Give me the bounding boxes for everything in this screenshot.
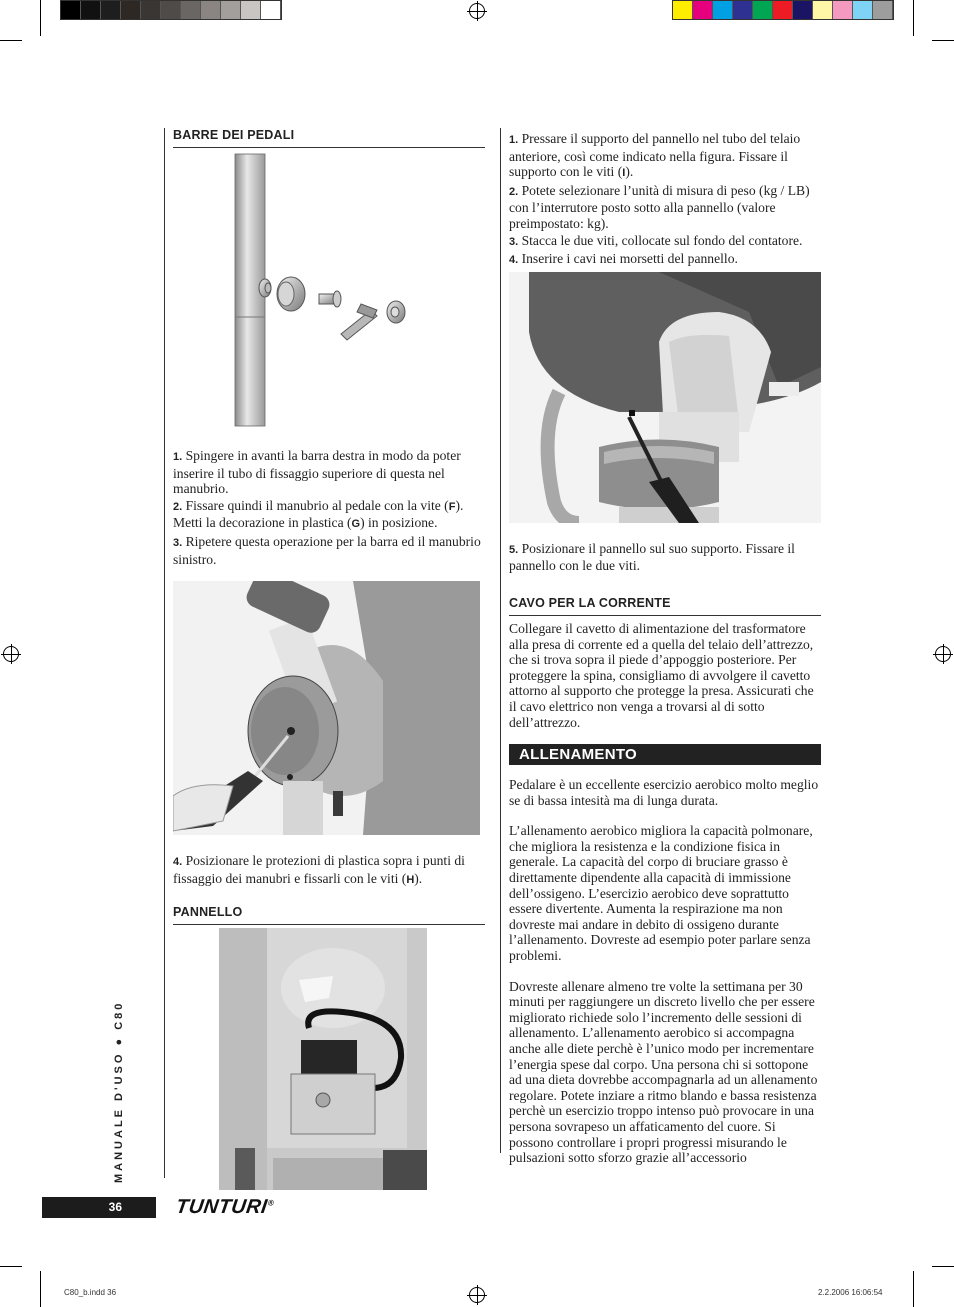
registration-mark-right (935, 646, 951, 662)
page-number: 36 (42, 1197, 156, 1218)
step-3: 3. Ripetere questa operazione per la barra ed il manubrio sinistro. (173, 533, 481, 567)
registration-mark-bottom (469, 1287, 485, 1303)
color-swatch (161, 1, 181, 19)
crop-mark (0, 40, 22, 41)
step-1: 1. Spingere in avanti la barra destra in modo da poter inserire il tubo di fissaggio superiore di questa nel manubrio. (173, 448, 461, 497)
pedal-bar-illustration (173, 152, 485, 434)
color-swatch (713, 1, 733, 19)
training-paragraph-1: Pedalare è un eccellente esercizio aerobico molto meglio se di bassa intesità ma di lunga durata. (509, 777, 819, 808)
color-swatch (733, 1, 753, 19)
color-swatch (833, 1, 853, 19)
training-paragraph-3: Dovreste allenare almeno tre volte la settimana per 30 minuti per raggiungere un discreto livello che per essere migliorato richiede solo l’incremento delle sessioni di allenamento. L’allenamento aerobico si accompagna anche alle diete perchè è l’unico modo per incrementare l’energia spese dal corpo. Una persona chi si sottopone ad una dieta dovrebbe accompagnarla ad un allenamento regolare. Potete inziare a ritmo blando e bassa resistenza perchè un esercizio troppo intenso può provocare in una persona sovrapeso un affaticamento del cuore. Si possono controllare i propri progressi misurando le pulsazioni sotto sforzo grazie all’accessorio (509, 978, 818, 1166)
pedal-bar-parts-drawing (173, 152, 485, 434)
color-swatch (181, 1, 201, 19)
handlebar-cover-photo (173, 581, 480, 835)
panel-step-2: 2. Potete selezionare l’unità di misura di peso (kg / LB) con l’interrutore posto sotto alla pannello (valore preimpostato: kg). (509, 182, 810, 231)
color-swatch (261, 1, 281, 19)
crop-mark (40, 1271, 41, 1307)
slug-file-name: C80_b.indd 36 (64, 1288, 117, 1297)
process-color-bar (672, 0, 894, 20)
training-paragraph-2: L’allenamento aerobico migliora la capacità polmonare, che migliora la resistenza e la condizione fisica in generale. La capacità del corpo di bruciare grasso è direttamente dipendente alla capacità di immissione dell’ossigeno. L’esercizio aerobico deve soprattutto essere divertente. Aumenta la respirazione ma non dovreste mai andare in debito di ossigeno durante l’allenamento. Dovreste ad esempio poter parlare senza problemi. (509, 823, 813, 964)
power-cable-text: Collegare il cavetto di alimentazione del trasformatore alla presa di corrente ed a quella del telaio dell’attrezzo, che si trova sopra il piede d’appoggio posteriore. Per proteggere la spina, consigliamo di avvolgere il cavetto attorno al supporto che protegge la presa. Assicurati che il cavo elettrico non venga a trovarsi al di sotto dell’attrezzo. (509, 620, 814, 730)
panel-step-3: 3. Stacca le due viti, collocate sul fondo del contatore. (509, 232, 803, 248)
registration-mark-left (3, 646, 19, 662)
crop-mark (40, 0, 41, 36)
color-swatch (221, 1, 241, 19)
color-swatch (693, 1, 713, 19)
section-heading-panel: PANNELLO (173, 905, 485, 925)
panel-mount-photo (173, 928, 445, 1190)
crop-mark (932, 1266, 954, 1267)
section-heading-power-cable: CAVO PER LA CORRENTE (509, 596, 821, 616)
step-4: 4. Posizionare le protezioni di plastica sopra i punti di fissaggio dei manubri e fissarli con le viti (H). (173, 853, 465, 886)
console-photo (509, 272, 821, 523)
grayscale-color-bar (60, 0, 282, 20)
color-swatch (793, 1, 813, 19)
step-2: 2. Fissare quindi il manubrio al pedale con la vite (F). Metti la decorazione in plastica (G) in posizione. (173, 497, 464, 531)
color-swatch (141, 1, 161, 19)
color-swatch (853, 1, 873, 19)
color-swatch (753, 1, 773, 19)
registration-mark-top (469, 3, 485, 19)
color-swatch (101, 1, 121, 19)
color-swatch (61, 1, 81, 19)
pedal-bar-steps (173, 448, 485, 567)
color-swatch (81, 1, 101, 19)
crop-mark (932, 40, 954, 41)
crop-mark (913, 0, 914, 36)
color-swatch (121, 1, 141, 19)
panel-step-4: 4. Inserire i cavi nei morsetti del pannello. (509, 251, 738, 267)
column-rule-left (164, 128, 165, 1178)
color-swatch (773, 1, 793, 19)
color-swatch (813, 1, 833, 19)
color-swatch (873, 1, 893, 19)
color-swatch (673, 1, 693, 19)
crop-mark (913, 1271, 914, 1307)
manual-side-label: MANUALE D'USO ● C80 (113, 1000, 125, 1183)
panel-step-1: 1. Pressare il supporto del pannello nel tubo del telaio anteriore, così come indicato nella figura. Fissare il supporto con le viti (I). (509, 131, 801, 180)
handlebar-cover-drawing (173, 581, 480, 835)
section-heading-pedal-bars: BARRE DEI PEDALI (173, 128, 485, 148)
left-column (173, 128, 485, 1190)
panel-step-5: 5. Posizionare il pannello sul suo supporto. Fissare il pannello con le due viti. (509, 540, 795, 574)
panel-steps (509, 131, 821, 269)
slug-date: 2.2.2006 16:06:54 (818, 1288, 883, 1297)
crop-mark (0, 1266, 22, 1267)
column-rule-middle (500, 128, 501, 1153)
color-swatch (241, 1, 261, 19)
color-swatch (201, 1, 221, 19)
right-column (509, 131, 821, 1166)
tunturi-logo: TUNTURI® (174, 1196, 275, 1218)
section-banner-training: ALLENAMENTO (509, 744, 821, 765)
console-drawing (509, 272, 821, 523)
panel-mount-drawing (173, 928, 445, 1190)
